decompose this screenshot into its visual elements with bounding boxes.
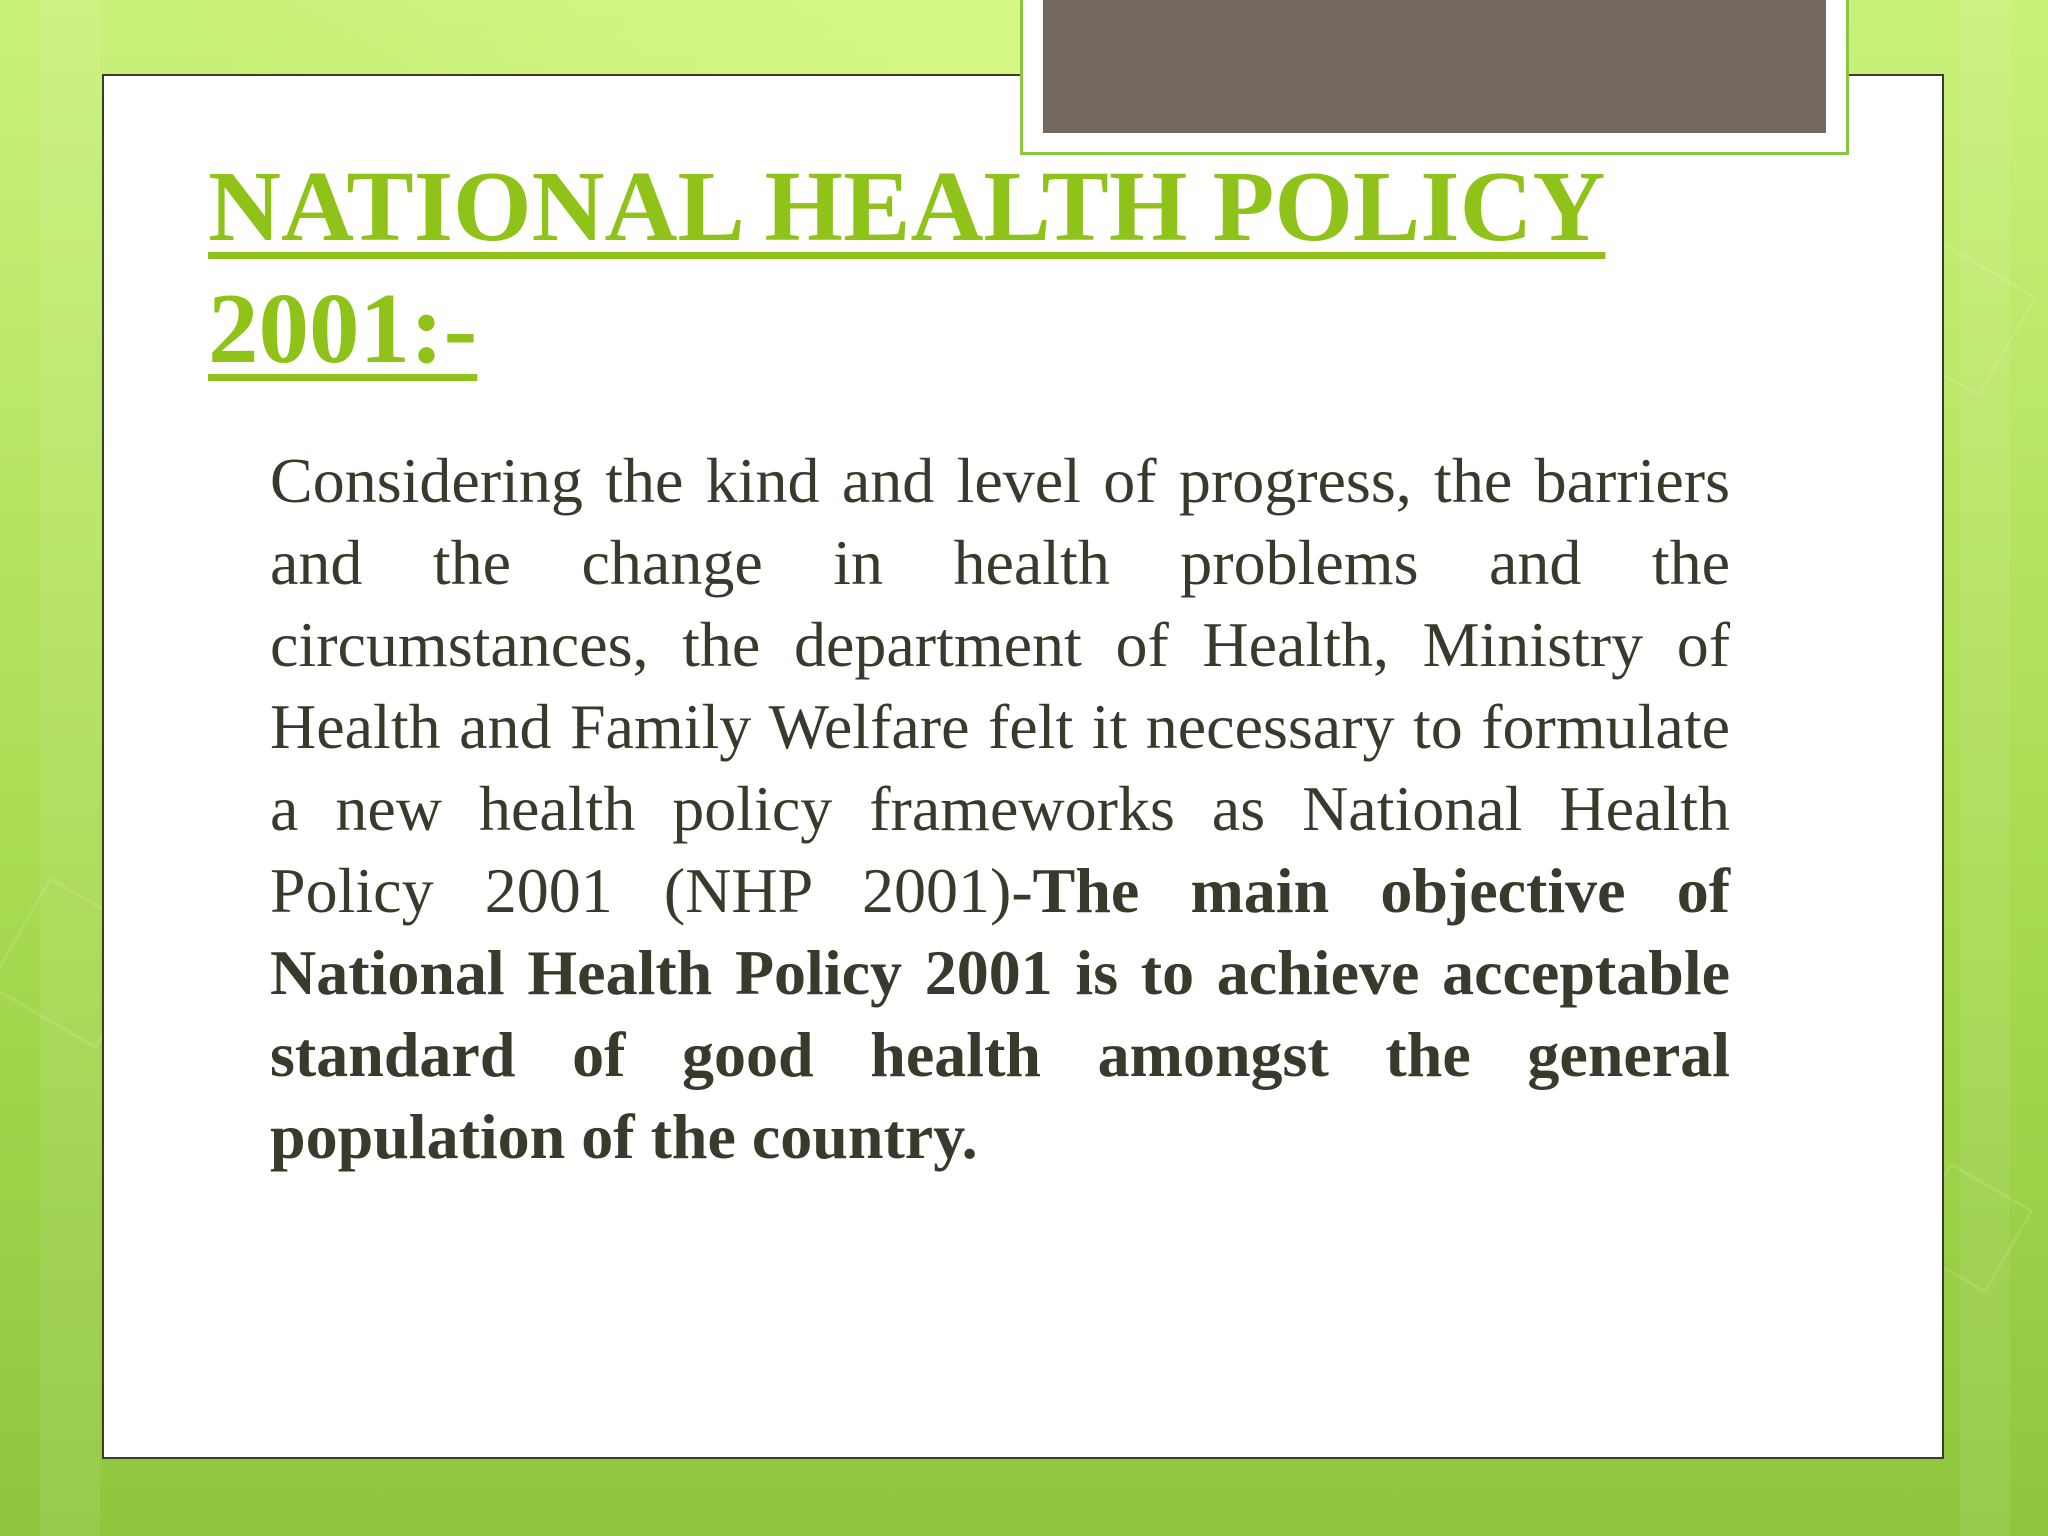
- slide-body-text: [270, 440, 1730, 1178]
- decorative-tab-fill: [1043, 0, 1826, 133]
- decorative-tab: [1020, 0, 1849, 155]
- background-stripe: [40, 0, 100, 1536]
- slide-title: NATIONAL HEALTH POLICY 2001:-: [208, 150, 1606, 384]
- body-regular-text: Considering the kind and level of progress, the barriers and the change in health problems and the circumstances, the department of Health, Ministry of Health and Family Welfare felt it necessary to formulate a new health policy frameworks as National Health Policy 2001 (NHP 2001)-: [270, 445, 1730, 926]
- background-stripe: [1960, 0, 2010, 1536]
- body-bold-text: The main objective of National Health Policy 2001 is to achieve acceptable standard of good health amongst the general population of the country.: [270, 855, 1730, 1172]
